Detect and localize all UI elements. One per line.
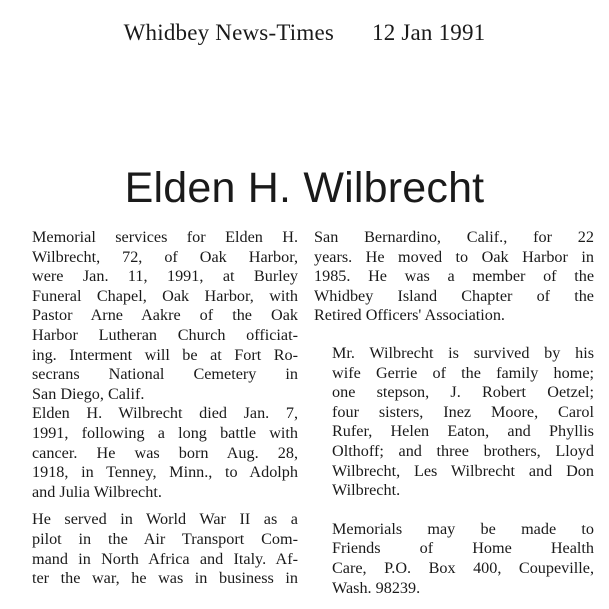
publication-date: 12 Jan 1991 — [372, 20, 486, 45]
text-line: Wash. 98239. — [332, 578, 421, 597]
article-column-left — [14, 228, 298, 589]
paragraph-death-and-birth — [14, 404, 298, 502]
text-line: Harbor Lutheran Church officiat- — [32, 325, 298, 344]
article-column-right — [314, 228, 594, 598]
text-line: Friends of Home Health — [332, 539, 594, 558]
text-line: Pastor Arne Aakre of the Oak — [32, 306, 298, 325]
text-line: ing. Interment will be at Fort Ro- — [32, 345, 298, 364]
text-line: Wilbrecht. — [332, 481, 401, 500]
paragraph-memorials — [314, 520, 594, 598]
text-line: wife Gerrie of the family home; — [332, 363, 594, 382]
text-line: Memorials may be made to — [332, 519, 594, 538]
text-line: years. He moved to Oak Harbor in — [314, 247, 594, 266]
text-line: 1991, following a long battle with — [32, 423, 298, 442]
text-line: Memorial services for Elden H. — [32, 228, 298, 246]
publication-name: Whidbey News-Times — [123, 20, 335, 45]
text-line: one stepson, J. Robert Oetzel; — [332, 383, 594, 402]
text-line: Olthoff; and three brothers, Lloyd — [332, 441, 594, 460]
text-line: mand in North Africa and Italy. Af- — [32, 549, 298, 568]
text-line: Wilbrecht, 72, of Oak Harbor, — [32, 247, 298, 266]
text-line: Care, P.O. Box 400, Coupeville, — [332, 558, 594, 577]
text-line: Whidbey Island Chapter of the — [314, 286, 594, 305]
text-line: He served in World War II as a — [32, 510, 298, 529]
obituary-headline: Elden H. Wilbrecht — [124, 164, 485, 212]
text-line: Mr. Wilbrecht is survived by his — [332, 343, 594, 362]
text-line: Wilbrecht, Les Wilbrecht and Don — [332, 461, 594, 480]
text-line: Funeral Chapel, Oak Harbor, with — [32, 286, 298, 305]
text-line: 1985. He was a member of the — [314, 267, 594, 286]
text-line: ter the war, he was in business in — [32, 569, 298, 588]
text-line: pilot in the Air Transport Com- — [32, 529, 298, 548]
text-line: Rufer, Helen Eaton, and Phyllis — [332, 422, 594, 441]
paragraph-career-continued — [314, 228, 594, 326]
clipping-header — [0, 20, 609, 46]
text-line: Elden H. Wilbrecht died Jan. 7, — [32, 404, 298, 423]
text-line: were Jan. 11, 1991, at Burley — [32, 267, 298, 286]
text-line: San Bernardino, Calif., for 22 — [314, 228, 594, 246]
text-line: San Diego, Calif. — [32, 384, 145, 403]
paragraph-military-service — [14, 510, 298, 588]
text-line: 1918, in Tenney, Minn., to Adolph — [32, 463, 298, 482]
text-line: secrans National Cemetery in — [32, 365, 298, 384]
text-line: Retired Officers' Association. — [314, 306, 505, 325]
paragraph-survivors — [314, 344, 594, 501]
text-line: and Julia Wilbrecht. — [32, 482, 162, 501]
paragraph-memorial-services — [14, 228, 298, 404]
text-line: cancer. He was born Aug. 28, — [32, 443, 298, 462]
text-line: four sisters, Inez Moore, Carol — [332, 402, 594, 421]
